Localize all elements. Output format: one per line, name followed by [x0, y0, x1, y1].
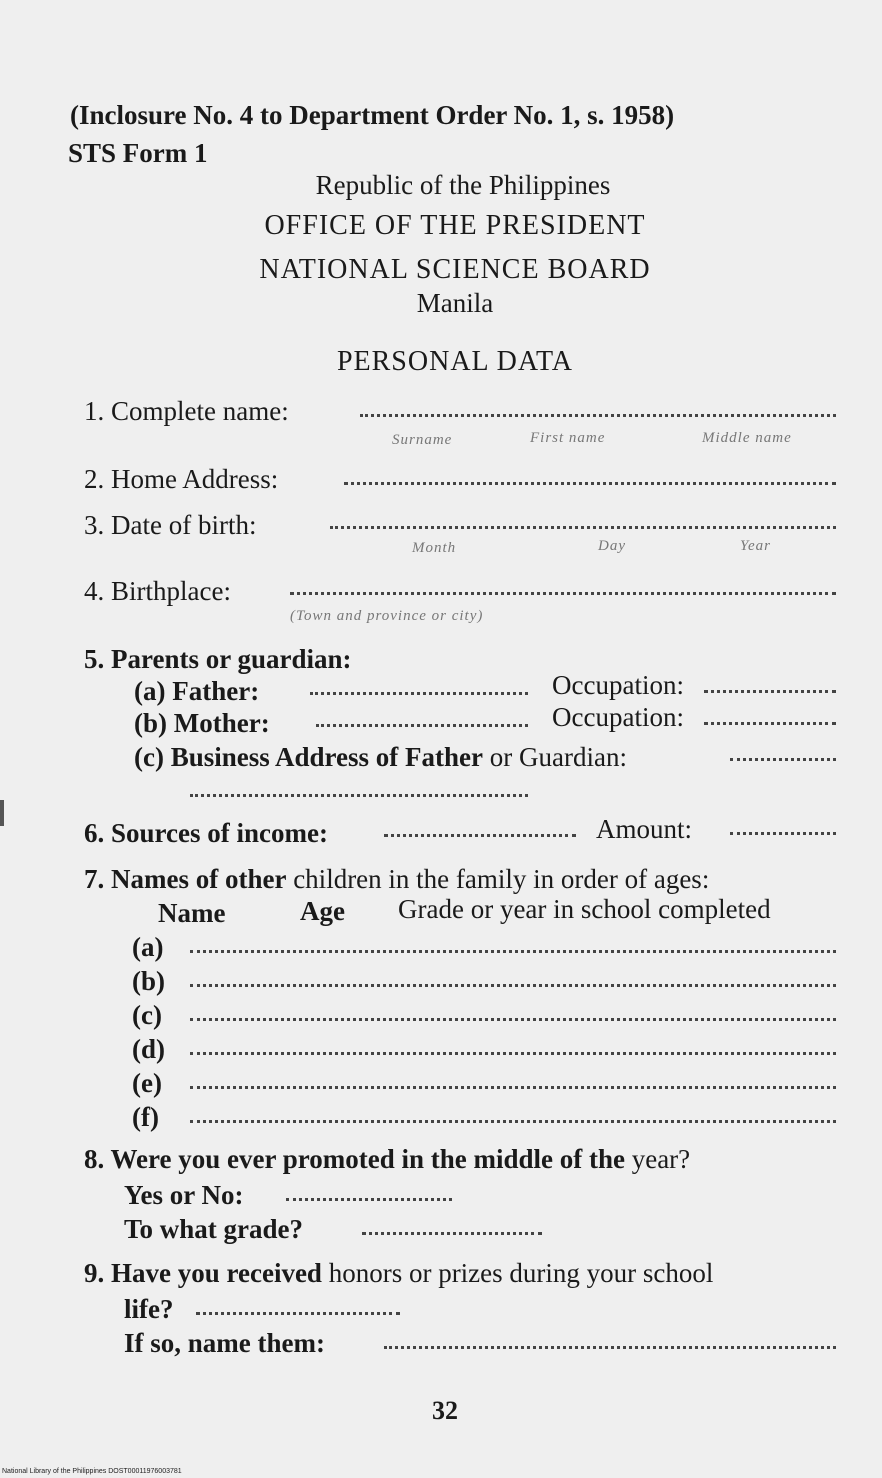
father-occupation-field[interactable]	[704, 690, 836, 693]
mother-field[interactable]	[316, 724, 528, 727]
birthplace-field[interactable]	[290, 592, 836, 595]
date-of-birth-field[interactable]	[330, 526, 836, 529]
child-row-b-label: (b)	[132, 966, 165, 996]
child-row-c-label: (c)	[132, 1000, 162, 1030]
child-row-b-field[interactable]	[190, 984, 836, 987]
honors-question-rest: honors or prizes during your school	[321, 1258, 714, 1288]
father-occupation-label: Occupation:	[552, 670, 684, 700]
surname-caption: Surname	[392, 432, 453, 448]
child-row-f-label: (f)	[132, 1102, 159, 1132]
home-address-field[interactable]	[344, 482, 836, 485]
birthplace-caption: (Town and province or city)	[290, 608, 484, 624]
year-caption: Year	[740, 538, 771, 554]
yes-no-label: Yes or No:	[124, 1180, 244, 1210]
father-label: (a) Father:	[134, 676, 260, 706]
day-caption: Day	[598, 538, 626, 554]
middle-name-caption: Middle name	[702, 430, 792, 446]
business-address-label-rest: or Guardian:	[483, 742, 627, 772]
month-caption: Month	[412, 540, 457, 556]
other-children-label	[84, 864, 709, 895]
first-name-caption: First name	[530, 430, 606, 446]
promoted-question	[84, 1144, 690, 1175]
to-what-grade-label: To what grade?	[124, 1214, 304, 1244]
name-them-field[interactable]	[384, 1346, 836, 1349]
child-row-c-field[interactable]	[190, 1018, 836, 1021]
honors-field[interactable]	[196, 1312, 400, 1315]
city-line: Manila	[416, 288, 494, 318]
sources-of-income-field[interactable]	[384, 834, 576, 837]
child-row-d-field[interactable]	[190, 1052, 836, 1055]
honors-question-bold: 9. Have you received	[84, 1258, 322, 1288]
business-address-label	[134, 742, 627, 773]
child-row-f-field[interactable]	[190, 1120, 836, 1123]
column-age-header: Age	[300, 896, 345, 926]
other-children-label-bold: 7. Names of other	[84, 864, 287, 894]
business-address-field[interactable]	[730, 758, 836, 761]
column-grade-header: Grade or year in school completed	[398, 894, 771, 924]
child-row-a-label: (a)	[132, 932, 164, 962]
birthplace-label: 4. Birthplace:	[84, 576, 231, 606]
child-row-e-field[interactable]	[190, 1086, 836, 1089]
mother-label: (b) Mother:	[134, 708, 270, 738]
amount-label: Amount:	[596, 814, 693, 844]
mother-occupation-field[interactable]	[704, 722, 836, 725]
mother-occupation-label: Occupation:	[552, 702, 684, 732]
business-address-label-bold: (c) Business Address of Father	[134, 742, 484, 772]
name-them-label: If so, name them:	[124, 1328, 325, 1358]
republic-line: Republic of the Philippines	[315, 170, 611, 200]
form-name: STS Form 1	[68, 138, 208, 168]
child-row-d-label: (d)	[132, 1034, 165, 1064]
page-title: PERSONAL DATA	[336, 346, 574, 377]
binding-edge-mark	[0, 800, 4, 826]
parents-guardian-label: 5. Parents or guardian:	[84, 644, 352, 674]
child-row-a-field[interactable]	[190, 950, 836, 953]
board-line: NATIONAL SCIENCE BOARD	[259, 254, 651, 285]
office-line: OFFICE OF THE PRESIDENT	[264, 210, 646, 241]
complete-name-label: 1. Complete name:	[84, 396, 289, 426]
sources-of-income-label: 6. Sources of income:	[84, 818, 328, 848]
to-what-grade-field[interactable]	[362, 1232, 542, 1235]
complete-name-field[interactable]	[360, 414, 836, 417]
promoted-question-bold: 8. Were you ever promoted in the middle of the	[84, 1144, 625, 1174]
column-name-header: Name	[158, 898, 226, 928]
yes-no-field[interactable]	[286, 1198, 452, 1201]
home-address-label: 2. Home Address:	[84, 464, 279, 494]
date-of-birth-label: 3. Date of birth:	[84, 510, 257, 540]
promoted-question-rest: year?	[624, 1144, 691, 1174]
inclosure-line: (Inclosure No. 4 to Department Order No. 1, s. 1958)	[70, 100, 675, 130]
school-life-label: life?	[124, 1294, 174, 1324]
scan-footer: National Library of the Philippines DOST00011976003781	[2, 1468, 182, 1475]
other-children-label-rest: children in the family in order of ages:	[286, 864, 710, 894]
amount-field[interactable]	[730, 832, 836, 835]
page-number: 32	[432, 1396, 458, 1425]
business-address-field-cont[interactable]	[190, 794, 528, 797]
child-row-e-label: (e)	[132, 1068, 162, 1098]
father-field[interactable]	[310, 692, 528, 695]
honors-question	[84, 1258, 713, 1289]
